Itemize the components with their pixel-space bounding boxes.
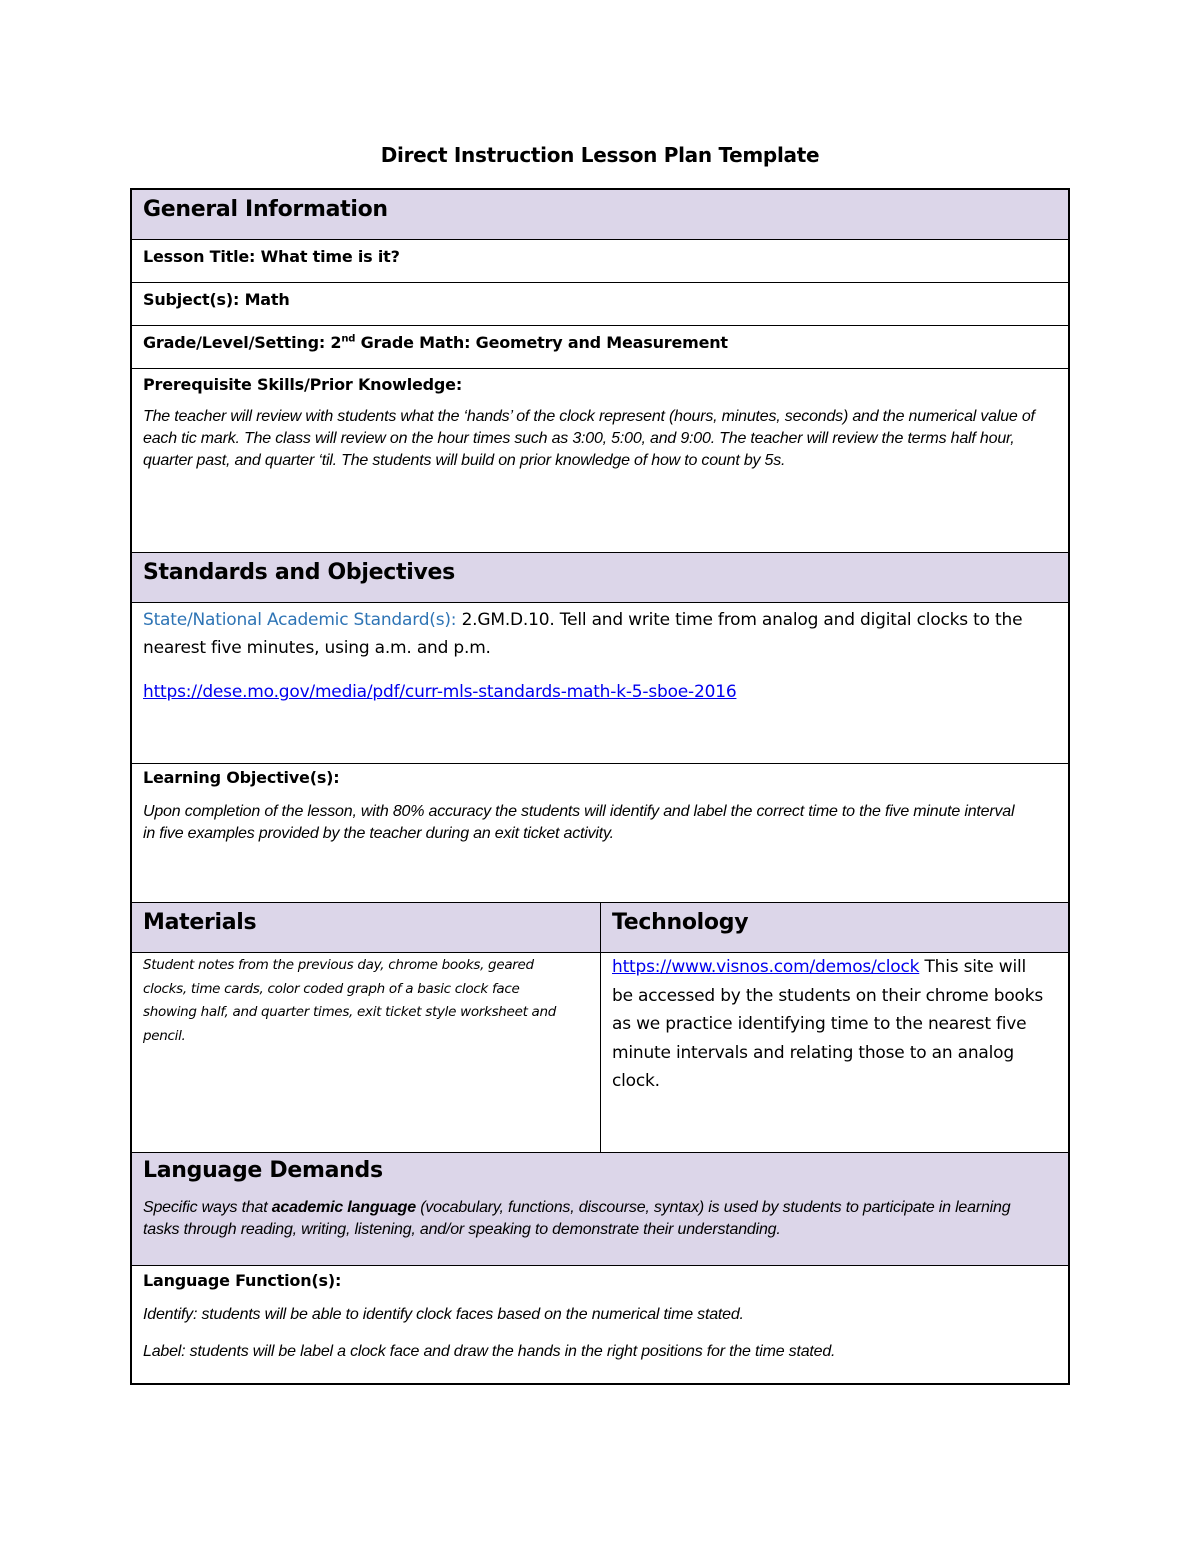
- materials-technology-header-row: [132, 903, 1068, 953]
- subjects-value: Math: [244, 290, 290, 309]
- lesson-title-label: Lesson Title:: [143, 247, 256, 266]
- grade-row: [132, 326, 1068, 369]
- lesson-title-value: What time is it?: [260, 247, 400, 266]
- materials-header: Materials: [143, 910, 257, 935]
- standard-label: State/National Academic Standard(s):: [143, 610, 457, 630]
- standard-link[interactable]: https://dese.mo.gov/media/pdf/curr-mls-standards-math-k-5-sboe-2016: [143, 682, 737, 702]
- general-info-header-row: [132, 190, 1068, 240]
- language-function-2: Label: students will be label a clock face and draw the hands in the right positions for the time stated.: [143, 1343, 836, 1360]
- language-header-row: [132, 1153, 1068, 1266]
- standard-text: Tell and write time from analog and digital clocks to the nearest five minutes, using a.m. and p.m.: [143, 610, 1023, 658]
- prereq-text: The teacher will review with students what the ‘hands’ of the clock represent (hours, minutes, seconds) and the numerical value of each tic mark. The class will review on the hour times such as 3:00, 5:00, and 9:00. The teacher will review the terms half hour, quarter past, and quarter ‘til. The students will build on prior knowledge of how to count by 5s.: [143, 408, 1035, 469]
- lesson-plan-table: [130, 188, 1070, 1385]
- objective-label: Learning Objective(s):: [143, 768, 340, 787]
- general-info-header: General Information: [143, 197, 388, 222]
- standard-row: [132, 603, 1068, 764]
- materials-text: Student notes from the previous day, chrome books, geared clocks, time cards, color coded graph of a basic clock face showing half, and quarter times, exit ticket style worksheet and pencil.: [143, 957, 557, 1044]
- lesson-title-row: [132, 240, 1068, 283]
- objective-text: Upon completion of the lesson, with 80% accuracy the students will identify and label the correct time to the five minute interval in five examples provided by the teacher during an exit ticket activity.: [143, 803, 1015, 842]
- grade-superscript: nd: [341, 333, 356, 345]
- language-functions-row: [132, 1266, 1068, 1383]
- subjects-label: Subject(s):: [143, 290, 240, 309]
- grade-value: Grade Math: Geometry and Measurement: [360, 333, 728, 352]
- technology-link[interactable]: https://www.visnos.com/demos/clock: [612, 957, 920, 977]
- language-function-1: Identify: students will be able to identify clock faces based on the numerical time stated.: [143, 1306, 744, 1323]
- language-functions-label: Language Function(s):: [143, 1271, 342, 1290]
- standards-header-row: [132, 553, 1068, 603]
- objective-row: [132, 764, 1068, 903]
- grade-number: 2: [330, 333, 342, 352]
- prereq-label: Prerequisite Skills/Prior Knowledge:: [143, 375, 463, 394]
- technology-header: Technology: [612, 910, 749, 935]
- language-desc-end: (vocabulary, functions, discourse, syntax) is used by students to participate in learning tasks through reading, writing, listening, and/or speaking to demonstrate their understanding.: [143, 1199, 1011, 1238]
- materials-technology-row: [132, 953, 1068, 1153]
- language-desc-start: Specific ways that: [143, 1199, 268, 1216]
- subjects-row: [132, 283, 1068, 326]
- grade-label: Grade/Level/Setting:: [143, 333, 326, 352]
- prereq-row: [132, 369, 1068, 553]
- document-title: Direct Instruction Lesson Plan Template: [380, 143, 820, 167]
- language-header: Language Demands: [143, 1158, 383, 1183]
- standard-code: 2.GM.D.10.: [461, 610, 555, 630]
- standards-header: Standards and Objectives: [143, 560, 455, 585]
- language-desc-bold: academic language: [271, 1199, 416, 1216]
- technology-text: This site will be accessed by the students on their chrome books as we practice identifying time to the nearest five minute intervals and relating those to an analog clock.: [612, 957, 1044, 1091]
